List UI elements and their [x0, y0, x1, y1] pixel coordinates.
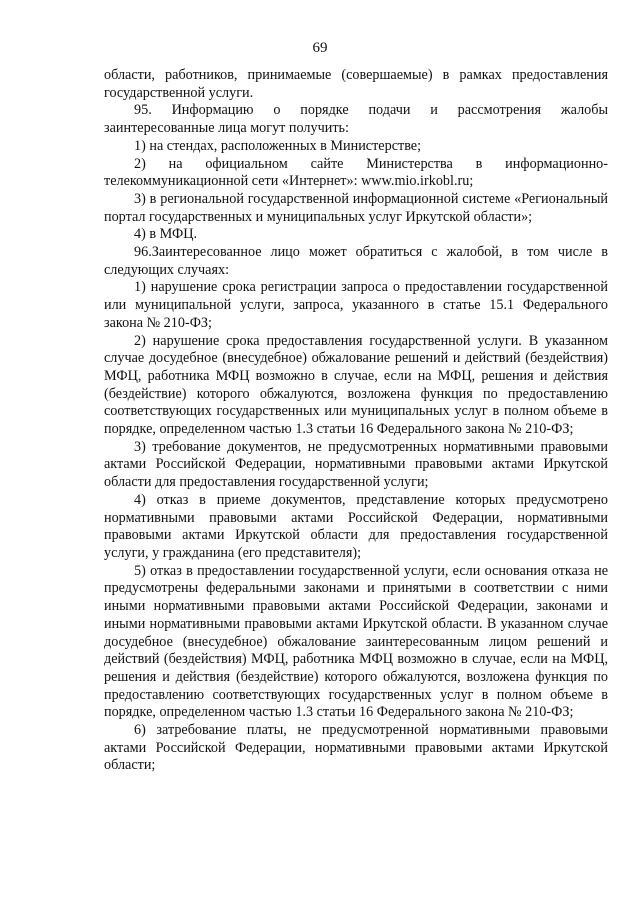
list-item: 6) затребование платы, не предусмотренной нормативными правовыми актами Российской Федерации, нормативными правовыми актами Иркутской области; — [104, 722, 608, 774]
list-item: 4) отказ в приеме документов, представление которых предусмотрено нормативными правовыми актами Российской Федерации, нормативными правовыми актами Иркутской области для предоставления государственной услуги, у гражданина (его представителя); — [104, 491, 608, 561]
list-item: 4) в МФЦ. — [134, 226, 198, 243]
list-item: 1) нарушение срока регистрации запроса о предоставлении государственной или муниципальной услуги, запроса, указанного в статье 15.1 Федерального закона № 210-ФЗ; — [104, 279, 608, 331]
page-number: 69 — [312, 40, 328, 56]
list-item: 2) на официальном сайте Министерства в информационно-телекоммуникационной сети «Интернет»: www.mio.irkobl.ru; — [104, 155, 608, 190]
list-item: 3) в региональной государственной информационной системе «Региональный портал государственных и муниципальных услуг Иркутской области»; — [104, 190, 608, 225]
list-item: 1) на стендах, расположенных в Министерстве; — [134, 137, 422, 154]
list-item: 3) требование документов, не предусмотренных нормативными правовыми актами Российской Федерации, нормативными правовыми актами Иркутской области для предоставления государственной услуги; — [104, 438, 608, 491]
paragraph: области, работников, принимаемые (совершаемые) в рамках предоставления государственной услуги. — [104, 67, 608, 101]
list-item: 5) отказ в предоставлении государственной услуги, если основания отказа не предусмотрены федеральными законами и принятыми в соответствии с ними иными нормативными правовыми актами Российской Федерации, законами и иными нормативными правовыми актами Иркутской области. В указанном случае досудебное (внесудебное) обжалование заинтересованным лицом решений и действий (бездействия) МФЦ, работника МФЦ возможно в случае, если на МФЦ, решения и действия (бездействие) которого обжалуются, возложена функция по предоставлению соответствующих государственных услуг в полном объеме в порядке, определенном частью 1.3 статьи 16 Федерального закона № 210-ФЗ; — [104, 562, 608, 721]
paragraph: 95. Информацию о порядке подачи и рассмотрения жалобы заинтересованные лица могут получить: — [104, 102, 608, 137]
paragraph: 96.Заинтересованное лицо может обратиться с жалобой, в том числе в следующих случаях: — [104, 244, 608, 278]
list-item: 2) нарушение срока предоставления государственной услуги. В указанном случае досудебное (внесудебное) обжалование решений и действий (бездействия) МФЦ, работника МФЦ возможно в случае, если на МФЦ, решения и действия (бездействие) которого обжалуются, возложена функция по предоставлению соответствующих государственных или муниципальных услуг в полном объеме в порядке, определенном частью 1.3 статьи 16 Федерального закона № 210-ФЗ; — [104, 332, 608, 438]
document-body — [104, 67, 608, 775]
